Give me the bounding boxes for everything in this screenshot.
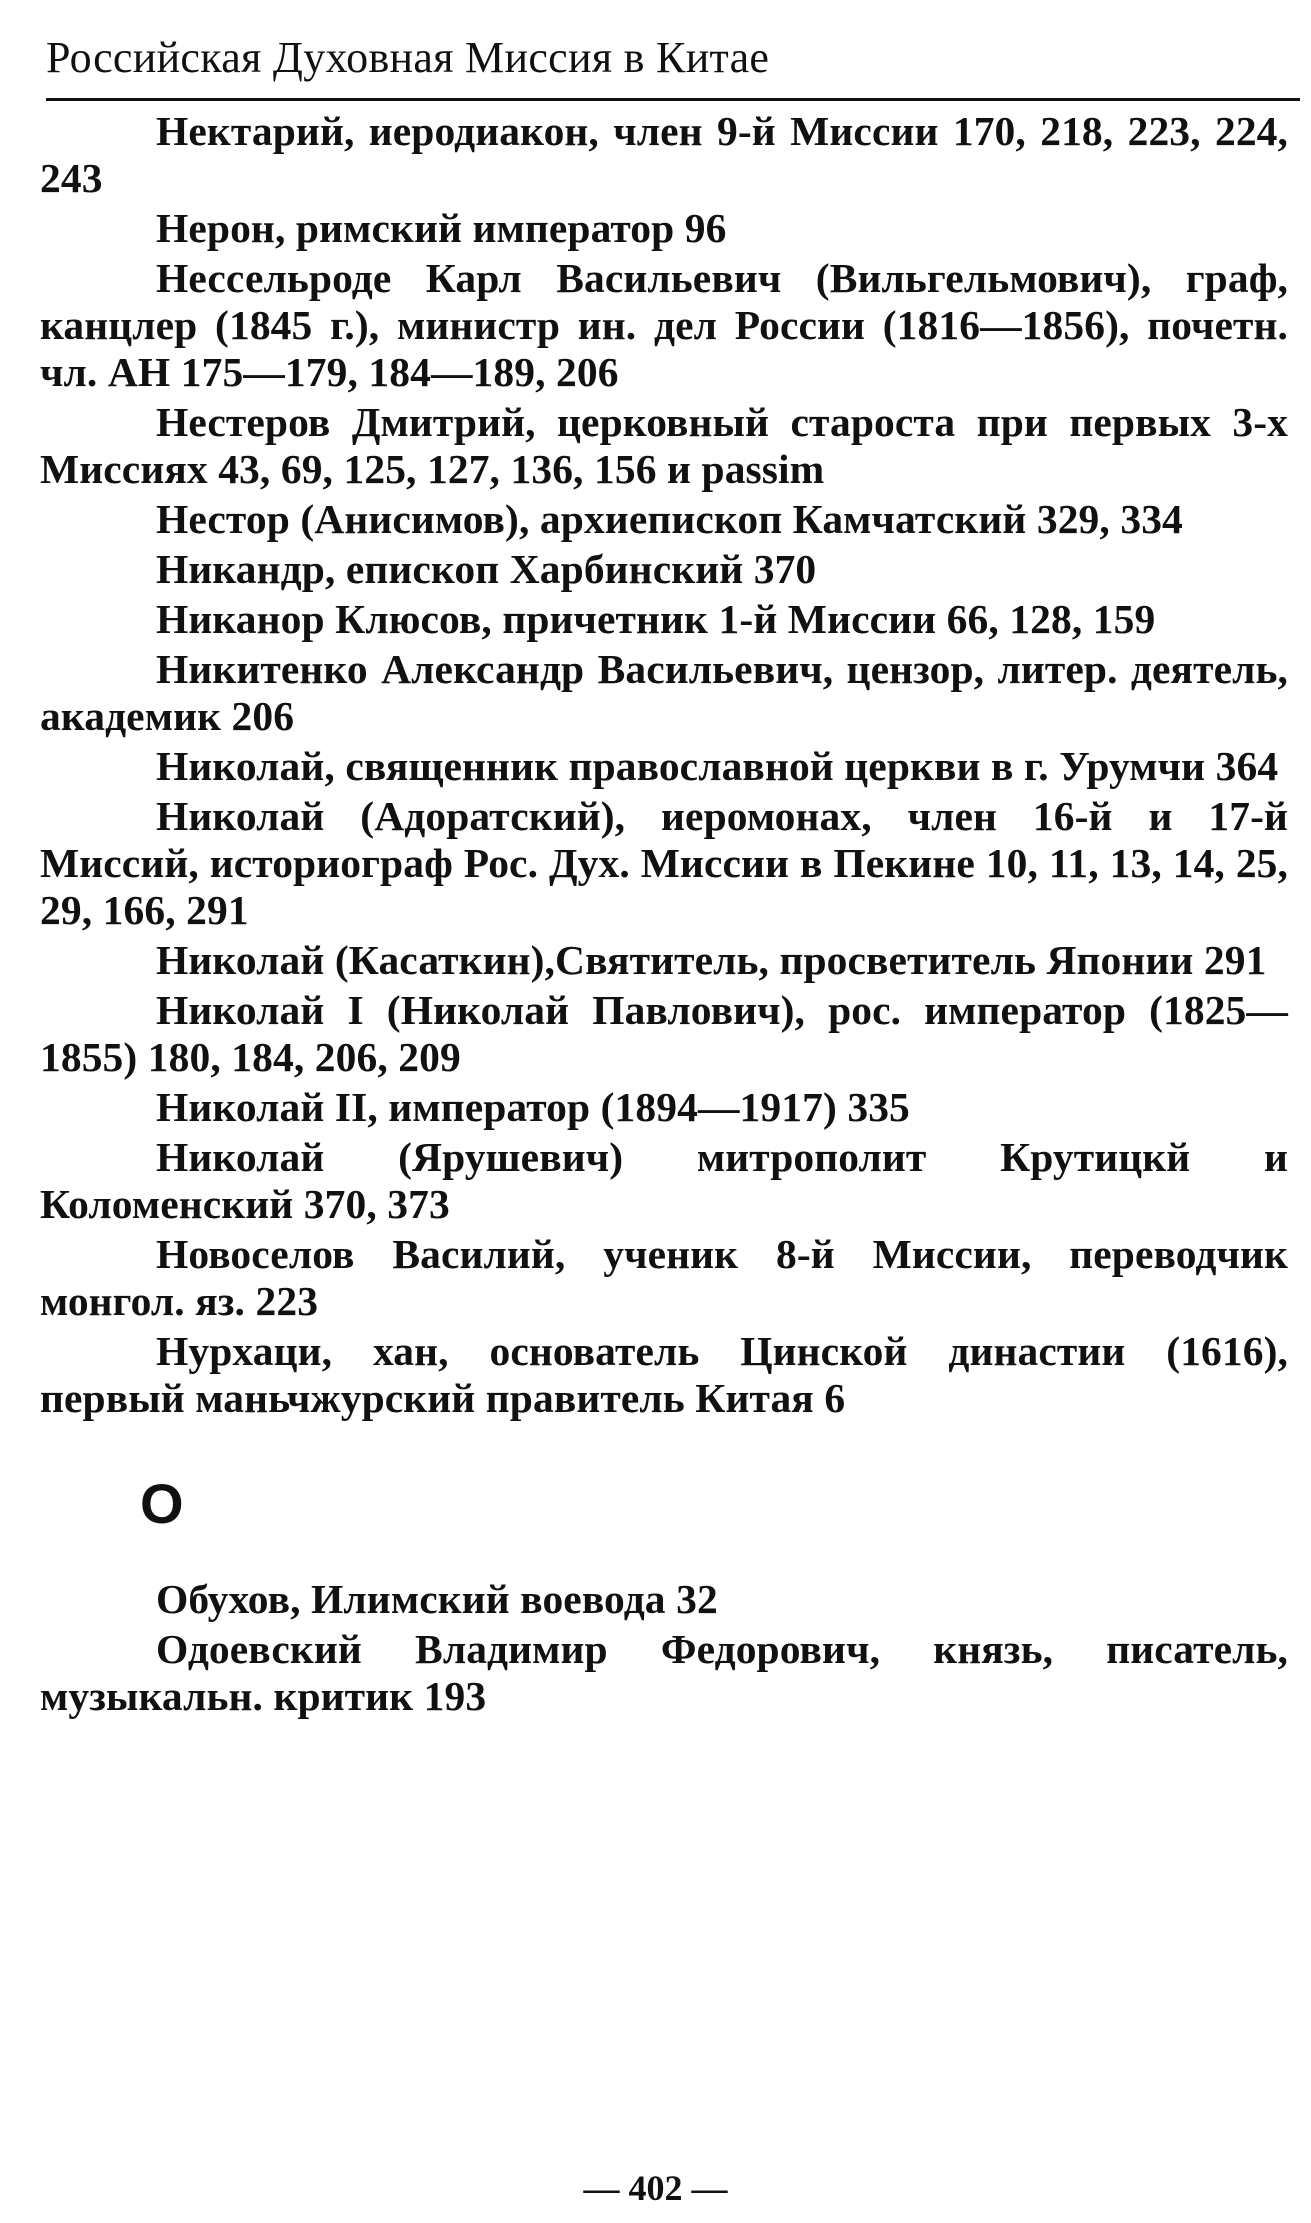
index-entry: Новоселов Василий, ученик 8-й Миссии, переводчик монгол. яз. 223 <box>40 1231 1288 1324</box>
index-entry: Николай II, император (1894—1917) 335 <box>156 1084 910 1130</box>
index-entry: Николай I (Николай Павлович), рос. император (1825—1855) 180, 184, 206, 209 <box>40 987 1288 1080</box>
running-head: Российская Духовная Миссия в Китае <box>46 33 770 82</box>
index-entry: Нектарий, иеродиакон, член 9-й Миссии 170, 218, 223, 224, 243 <box>40 108 1288 201</box>
index-entry: Никитенко Александр Васильевич, цензор, литер. деятель, академик 206 <box>40 646 1288 739</box>
page-number: — 402 — <box>583 2168 728 2208</box>
index-entry: Нессельроде Карл Васильевич (Вильгельмович), граф, канцлер (1845 г.), министр ин. дел России (1816—1856), почетн. чл. АН 175—179, 184—189, 206 <box>40 255 1288 395</box>
index-content <box>40 108 1288 1723</box>
index-entry: Нестор (Анисимов), архиепископ Камчатский 329, 334 <box>156 496 1183 542</box>
index-entry: Нерон, римский император 96 <box>156 205 727 251</box>
index-entry: Обухов, Илимский воевода 32 <box>156 1576 718 1622</box>
index-entry: Николай (Ярушевич) митрополит Крутицкй и Коломенский 370, 373 <box>40 1134 1288 1227</box>
index-entry: Николай, священник православной церкви в г. Урумчи 364 <box>156 743 1279 789</box>
index-entry: Одоевский Владимир Федорович, князь, писатель, музыкальн. критик 193 <box>40 1626 1288 1719</box>
index-entry: Николай (Адоратский), иеромонах, член 16-й и 17-й Миссий, историограф Рос. Дух. Миссии в Пекине 10, 11, 13, 14, 25, 29, 166, 291 <box>40 793 1288 933</box>
index-entry: Никанор Клюсов, причетник 1-й Миссии 66, 128, 159 <box>156 596 1156 642</box>
index-entry: Николай (Касаткин),Святитель, просветитель Японии 291 <box>156 937 1267 983</box>
index-entry: Никандр, епископ Харбинский 370 <box>156 546 817 592</box>
index-entry: Нурхаци, хан, основатель Цинской династии (1616), первый маньчжурский правитель Китая 6 <box>40 1328 1288 1421</box>
section-letter-heading: О <box>140 1472 184 1535</box>
header-rule <box>46 98 1300 101</box>
index-entry: Нестеров Дмитрий, церковный староста при первых 3-х Миссиях 43, 69, 125, 127, 136, 156 и passim <box>40 399 1288 492</box>
